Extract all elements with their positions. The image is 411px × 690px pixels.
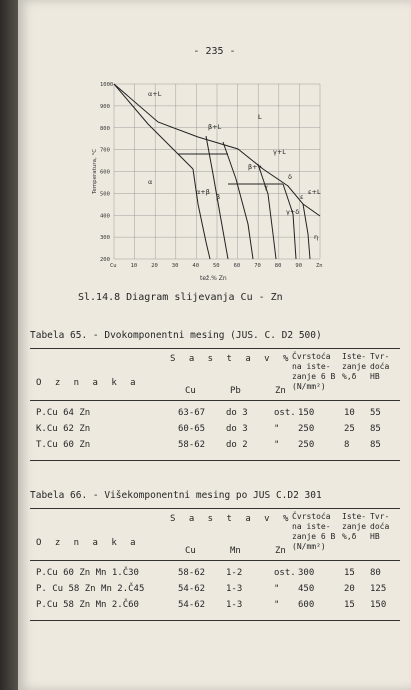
table-cell: 54-62 — [178, 584, 206, 594]
x-tick-label: 30 — [171, 263, 179, 269]
table-cell: K.Cu 62 Zn — [36, 424, 91, 434]
col-header-oznaka: O z n a k a — [36, 538, 140, 548]
book-page — [18, 0, 411, 690]
y-tick-label: 600 — [100, 169, 110, 176]
table-cell: " — [274, 424, 280, 434]
phase-label: L — [258, 113, 262, 121]
col-header-col_istezanje: %,δ — [342, 372, 357, 381]
table-66 — [30, 490, 400, 620]
table-cell: " — [274, 584, 280, 594]
table-cell: 85 — [370, 440, 381, 450]
table-cell: P.Cu 58 Zn Mn 2.Č60 — [36, 600, 139, 610]
y-tick-label: 200 — [100, 257, 110, 263]
col-header-col_cvrstoca: zanje 6 B — [292, 532, 336, 541]
phase-label: β+γ — [248, 163, 262, 171]
col-header-col_cvrstoca: (N/mm²) — [292, 382, 326, 391]
table-title: Tabela 66. - Višekomponentni mesing po JUS C.D2 301 — [30, 490, 322, 501]
col-header-col_cvrstoca: (N/mm²) — [292, 542, 326, 551]
x-tick-label: 20 — [151, 263, 158, 269]
eta-boundary — [303, 204, 310, 259]
x-tick-label: 70 — [254, 263, 261, 269]
table-cell: P.Cu 64 Zn — [36, 408, 91, 418]
table-cell: 250 — [298, 424, 315, 434]
table-cell: 60-65 — [178, 424, 206, 434]
table-cell: 63-67 — [178, 408, 206, 418]
col-header-col_cvrstoca: zanje 6 B — [292, 372, 336, 381]
col-header-col_cvrstoca: na iste- — [292, 362, 331, 371]
x-tick-label: Cu — [110, 263, 117, 269]
table-cell: 55 — [370, 408, 381, 418]
col-header-col_istezanje: zanje — [342, 362, 367, 371]
table-cell: 150 — [298, 408, 315, 418]
table-cell: 58-62 — [178, 440, 206, 450]
col-subheader: Zn — [275, 546, 286, 556]
table-cell: 125 — [370, 584, 387, 594]
alpha-beta-boundary — [193, 169, 210, 259]
table-cell: " — [274, 600, 280, 610]
page-number: - 235 - — [193, 46, 236, 57]
epsilon-boundary — [283, 184, 296, 259]
table-cell: 250 — [298, 440, 315, 450]
table-cell: P. Cu 58 Zn Mn 2.Č45 — [36, 584, 145, 594]
col-header-col_tvrdoca: HB — [370, 532, 380, 541]
col-header-col_istezanje: %,δ — [342, 532, 357, 541]
phase-label: δ — [288, 173, 292, 181]
figure-caption: Sl.14.8 Diagram slijevanja Cu - Zn — [78, 292, 283, 303]
col-header-col_tvrdoca: doća — [370, 362, 390, 371]
col-subheader: Cu — [185, 386, 196, 396]
phase-label: γ+δ — [286, 208, 300, 216]
table-cell: " — [274, 440, 280, 450]
phase-label: α — [148, 178, 153, 186]
table-cell: T.Cu 60 Zn — [36, 440, 91, 450]
x-tick-label: 40 — [192, 263, 200, 269]
col-header-col_tvrdoca: HB — [370, 372, 380, 381]
table-bottom-rule — [30, 620, 400, 621]
phase-label: α+β — [196, 188, 210, 196]
col-header-col_istezanje: Iste- — [342, 352, 367, 361]
table-cell: do 3 — [226, 424, 248, 434]
gamma-boundary — [258, 164, 276, 259]
x-tick-label: 60 — [233, 263, 241, 269]
y-tick-label: 700 — [100, 147, 110, 154]
col-header-col_tvrdoca: doća — [370, 522, 390, 531]
phase-label: ε+L — [308, 188, 321, 196]
cu-zn-phase-diagram — [88, 74, 328, 284]
y-tick-label: 500 — [100, 191, 110, 198]
y-tick-label: 900 — [100, 103, 110, 110]
table-cell: 8 — [344, 440, 350, 450]
col-header-col_cvrstoca: na iste- — [292, 522, 331, 531]
y-tick-label: 1000 — [100, 82, 114, 88]
table-cell: 15 — [344, 600, 355, 610]
temperature-axis-label: Temperatura, °C — [92, 148, 98, 194]
beta-gamma-boundary — [223, 142, 253, 259]
table-cell: 10 — [344, 408, 355, 418]
table-cell: 1-2 — [226, 568, 243, 578]
table-cell: 54-62 — [178, 600, 206, 610]
table-cell: 20 — [344, 584, 355, 594]
y-tick-label: 300 — [100, 235, 110, 242]
col-header-oznaka: O z n a k a — [36, 378, 140, 388]
y-tick-label: 800 — [100, 125, 110, 132]
table-cell: 1-3 — [226, 584, 243, 594]
table-cell: 450 — [298, 584, 315, 594]
col-header-col_cvrstoca: Čvrstoća — [292, 512, 331, 521]
col-header-col_cvrstoca: Čvrstoća — [292, 352, 331, 361]
table-cell: 85 — [370, 424, 381, 434]
col-header-sastav: S a s t a v % — [170, 514, 293, 524]
x-tick-label: 90 — [295, 263, 303, 269]
table-cell: do 2 — [226, 440, 248, 450]
table-title: Tabela 65. - Dvokomponentni mesing (JUS. C. D2 500) — [30, 330, 322, 341]
table-bottom-rule — [30, 460, 400, 461]
y-tick-label: 400 — [100, 213, 110, 220]
col-subheader: Pb — [230, 386, 241, 396]
x-axis-label: tež.% Zn — [200, 275, 227, 282]
table-cell: 150 — [370, 600, 387, 610]
table-cell: 25 — [344, 424, 355, 434]
x-tick-label: Zn — [316, 263, 323, 269]
x-tick-label: 80 — [274, 263, 282, 269]
col-subheader: Mn — [230, 546, 241, 556]
table-65 — [30, 330, 400, 475]
table-header-rule — [30, 400, 400, 401]
phase-label: η — [314, 233, 319, 241]
table-top-rule — [30, 348, 400, 349]
table-cell: 15 — [344, 568, 355, 578]
table-cell: ost. — [274, 408, 296, 418]
table-header-rule — [30, 560, 400, 561]
phase-label: β+L — [208, 123, 222, 131]
table-cell: 80 — [370, 568, 381, 578]
table-cell: 600 — [298, 600, 315, 610]
col-header-col_tvrdoca: Tvr- — [370, 512, 390, 521]
table-cell: 1-3 — [226, 600, 243, 610]
phase-label: α+L — [148, 90, 162, 98]
phase-label: γ — [264, 183, 268, 191]
book-spine — [0, 0, 18, 690]
table-cell: ost. — [274, 568, 296, 578]
table-cell: 300 — [298, 568, 315, 578]
table-top-rule — [30, 508, 400, 509]
x-tick-label: 10 — [130, 263, 138, 269]
phase-label: β — [216, 193, 221, 201]
phase-label: ε — [300, 193, 304, 201]
col-subheader: Zn — [275, 386, 286, 396]
phase-label: γ+L — [273, 148, 286, 156]
table-cell: P.Cu 60 Zn Mn 1.Č30 — [36, 568, 139, 578]
x-tick-label: 50 — [213, 263, 220, 269]
table-cell: 58-62 — [178, 568, 206, 578]
col-header-col_istezanje: Iste- — [342, 512, 367, 521]
col-header-col_tvrdoca: Tvr- — [370, 352, 390, 361]
col-subheader: Cu — [185, 546, 196, 556]
col-header-sastav: S a s t a v % — [170, 354, 293, 364]
col-header-col_istezanje: zanje — [342, 522, 367, 531]
table-cell: do 3 — [226, 408, 248, 418]
